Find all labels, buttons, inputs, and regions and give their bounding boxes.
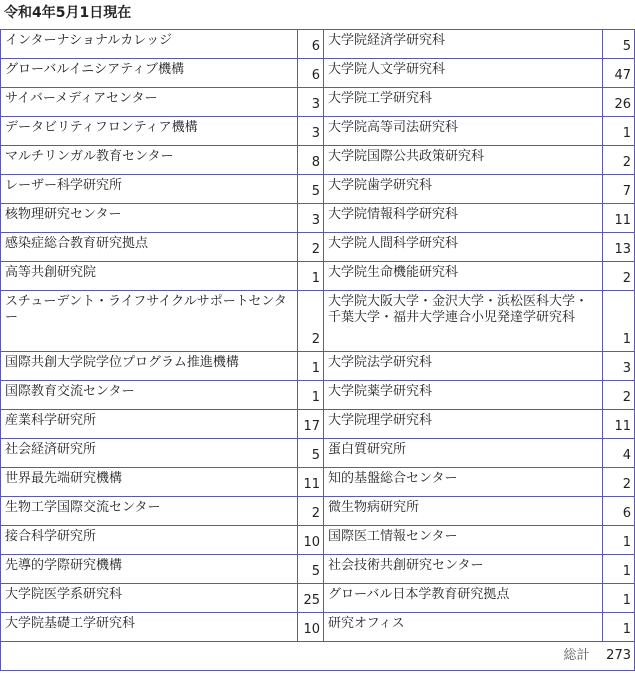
right-count-cell: 26 (603, 88, 635, 117)
right-name-cell: 国際医工情報センター (324, 526, 603, 555)
right-count-cell: 2 (603, 381, 635, 410)
right-count-cell: 7 (603, 175, 635, 204)
table-row (1, 59, 635, 88)
total-value: 273 (603, 642, 635, 671)
left-name-cell: 大学院医学系研究科 (1, 584, 298, 613)
table-row (1, 410, 635, 439)
total-label: 総計 (563, 648, 590, 663)
right-count-cell: 11 (603, 410, 635, 439)
right-count-cell: 11 (603, 204, 635, 233)
right-name-cell: 大学院情報科学研究科 (324, 204, 603, 233)
right-name-cell: 大学院国際公共政策研究科 (324, 146, 603, 175)
table-row (1, 381, 635, 410)
left-name-cell: レーザー科学研究所 (1, 175, 298, 204)
right-count-cell: 1 (603, 117, 635, 146)
table-row (1, 584, 635, 613)
right-count-cell: 47 (603, 59, 635, 88)
right-name-cell: 大学院法学研究科 (324, 352, 603, 381)
page-title: 令和4年5月1日現在 (4, 5, 132, 21)
left-count-cell: 3 (298, 88, 324, 117)
left-count-cell: 3 (298, 117, 324, 146)
left-count-cell: 1 (298, 352, 324, 381)
right-name-cell: 大学院工学研究科 (324, 88, 603, 117)
left-name-cell: インターナショナルカレッジ (1, 30, 298, 59)
right-count-cell: 6 (603, 497, 635, 526)
left-name-cell: 感染症総合教育研究拠点 (1, 233, 298, 262)
total-row (1, 642, 635, 671)
left-name-cell: 産業科学研究所 (1, 410, 298, 439)
table-row (1, 233, 635, 262)
table-row (1, 88, 635, 117)
right-name-cell: 研究オフィス (324, 613, 603, 642)
table-row (1, 117, 635, 146)
right-name-cell: 大学院薬学研究科 (324, 381, 603, 410)
right-count-cell: 1 (603, 291, 635, 352)
table-row (1, 439, 635, 468)
right-count-cell: 2 (603, 146, 635, 175)
right-count-cell: 1 (603, 526, 635, 555)
left-name-cell: 世界最先端研究機構 (1, 468, 298, 497)
table-row (1, 613, 635, 642)
right-name-cell: 大学院人文学研究科 (324, 59, 603, 88)
left-name-cell: 先導的学際研究機構 (1, 555, 298, 584)
left-count-cell: 5 (298, 175, 324, 204)
left-name-cell: 核物理研究センター (1, 204, 298, 233)
left-count-cell: 10 (298, 613, 324, 642)
left-count-cell: 10 (298, 526, 324, 555)
right-count-cell: 3 (603, 352, 635, 381)
right-name-cell: 微生物病研究所 (324, 497, 603, 526)
table-row (1, 204, 635, 233)
left-name-cell: 生物工学国際交流センター (1, 497, 298, 526)
table-row (1, 497, 635, 526)
right-name-cell: 知的基盤総合センター (324, 468, 603, 497)
right-count-cell: 1 (603, 584, 635, 613)
right-name-cell: 大学院経済学研究科 (324, 30, 603, 59)
left-name-cell: スチューデント・ライフサイクルサポートセンター (1, 291, 298, 352)
table-row (1, 352, 635, 381)
table-row (1, 30, 635, 59)
right-name-cell: 社会技術共創研究センター (324, 555, 603, 584)
count-table (0, 29, 635, 671)
table-row (1, 468, 635, 497)
right-count-cell: 5 (603, 30, 635, 59)
right-count-cell: 2 (603, 262, 635, 291)
left-name-cell: マルチリンガル教育センター (1, 146, 298, 175)
left-name-cell: 国際教育交流センター (1, 381, 298, 410)
right-count-cell: 1 (603, 555, 635, 584)
table-row (1, 146, 635, 175)
total-label-cell (1, 642, 603, 671)
left-name-cell: サイバーメディアセンター (1, 88, 298, 117)
left-name-cell: 社会経済研究所 (1, 439, 298, 468)
table-row (1, 175, 635, 204)
table-row (1, 555, 635, 584)
table-row (1, 526, 635, 555)
left-count-cell: 5 (298, 439, 324, 468)
right-name-cell: 大学院歯学研究科 (324, 175, 603, 204)
left-name-cell: データビリティフロンティア機構 (1, 117, 298, 146)
right-count-cell: 2 (603, 468, 635, 497)
left-name-cell: 高等共創研究院 (1, 262, 298, 291)
right-count-cell: 13 (603, 233, 635, 262)
left-count-cell: 8 (298, 146, 324, 175)
table-row (1, 291, 635, 352)
left-count-cell: 5 (298, 555, 324, 584)
left-count-cell: 17 (298, 410, 324, 439)
table-row (1, 262, 635, 291)
left-name-cell: 国際共創大学院学位プログラム推進機構 (1, 352, 298, 381)
left-count-cell: 2 (298, 233, 324, 262)
left-count-cell: 25 (298, 584, 324, 613)
left-count-cell: 3 (298, 204, 324, 233)
left-count-cell: 1 (298, 381, 324, 410)
right-count-cell: 4 (603, 439, 635, 468)
right-name-cell: 大学院大阪大学・金沢大学・浜松医科大学・千葉大学・福井大学連合小児発達学研究科 (324, 291, 603, 352)
left-name-cell: 大学院基礎工学研究科 (1, 613, 298, 642)
right-name-cell: 大学院生命機能研究科 (324, 262, 603, 291)
right-name-cell: 蛋白質研究所 (324, 439, 603, 468)
left-count-cell: 1 (298, 262, 324, 291)
right-name-cell: 大学院理学研究科 (324, 410, 603, 439)
right-name-cell: 大学院高等司法研究科 (324, 117, 603, 146)
right-name-cell: グローバル日本学教育研究拠点 (324, 584, 603, 613)
right-name-cell: 大学院人間科学研究科 (324, 233, 603, 262)
left-count-cell: 2 (298, 497, 324, 526)
right-count-cell: 1 (603, 613, 635, 642)
left-name-cell: 接合科学研究所 (1, 526, 298, 555)
left-count-cell: 11 (298, 468, 324, 497)
left-name-cell: グローバルイニシアティブ機構 (1, 59, 298, 88)
left-count-cell: 6 (298, 59, 324, 88)
left-count-cell: 2 (298, 291, 324, 352)
left-count-cell: 6 (298, 30, 324, 59)
